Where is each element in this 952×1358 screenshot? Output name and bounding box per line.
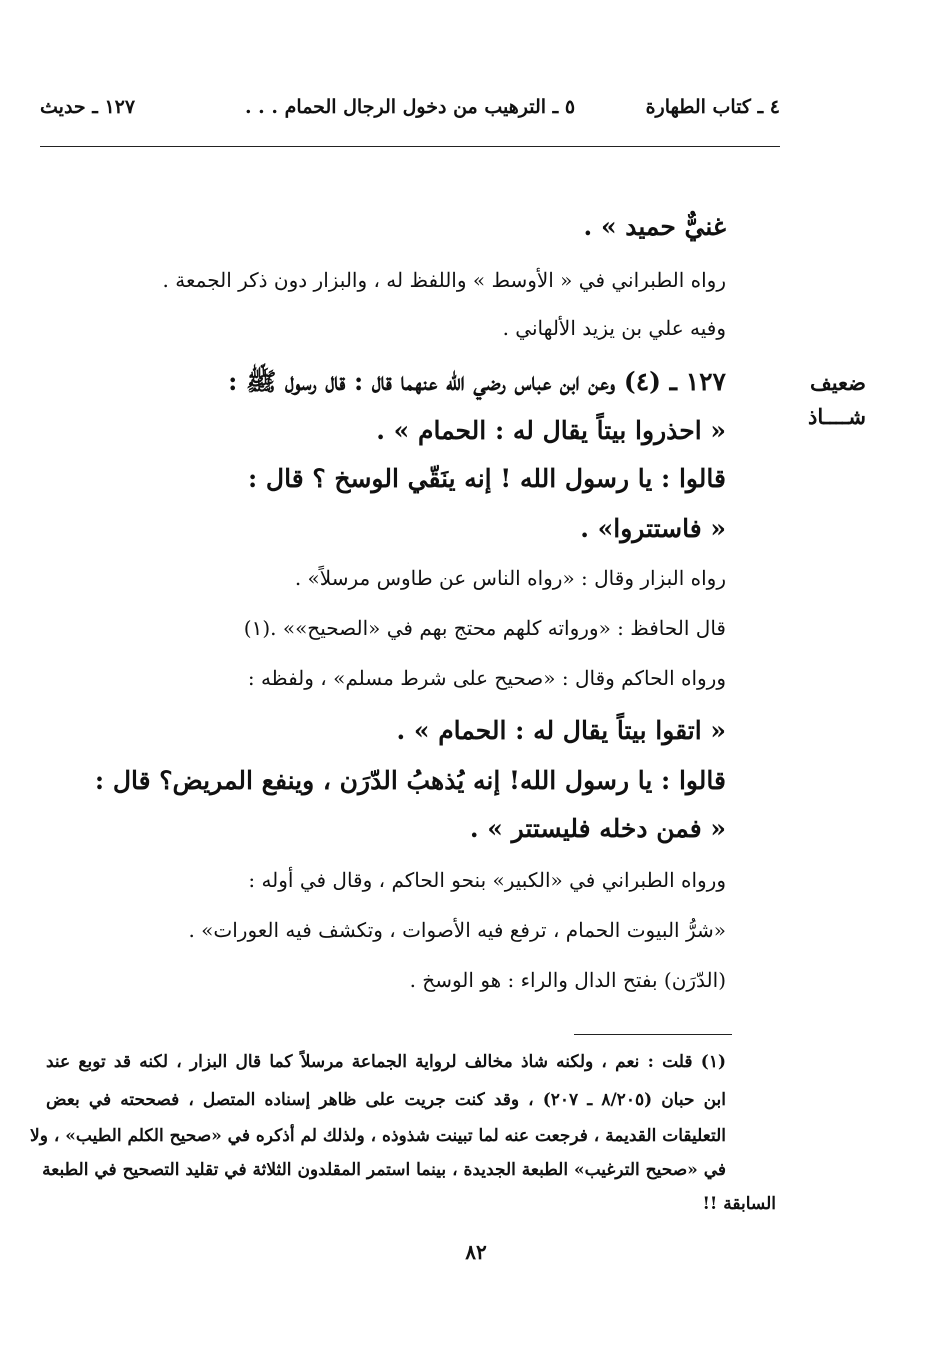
text-line: غنيٌّ حميد » . — [583, 212, 726, 241]
hadith-text-line: قالوا : يا رسول الله! إنه يُذهبُ الدّرَن ، وينفع المريض؟ قال : — [94, 766, 726, 795]
footnote-line: (١) قلت : نعم ، ولكنه شاذ مخالف لرواية الجماعة مرسلاً كما قال البزار ، لكنه قد توبع عند — [46, 1052, 726, 1072]
grade-label-shadh: شــــاذ — [808, 404, 866, 429]
footnote-line: في «صحيح الترغيب» الطبعة الجديدة ، بينما استمر المقلدون الثلاثة في تقليد التصحيح في الطبعة — [42, 1160, 726, 1180]
text-line: ورواه الطبراني في «الكبير» بنحو الحاكم ، وقال في أوله : — [248, 868, 726, 892]
footnote-line: ابن حبان (٨/٢٠٥ ـ ٢٠٧) ، وقد كنت جريت على ظاهر إسناده المتصل ، فصححته في بعض — [46, 1090, 726, 1110]
text-line: ورواه الحاكم وقال : «صحيح على شرط مسلم» ، ولفظه : — [247, 666, 726, 690]
running-header — [40, 96, 780, 128]
text-line: رواه البزار وقال : «رواه الناس عن طاوس مرسلاً» . — [294, 566, 726, 590]
hadith-text-line: « احذروا بيتاً يقال له : الحمام » . — [376, 416, 726, 445]
grade-label-daif: ضعيف — [809, 370, 866, 395]
text-line: وفيه علي بن يزيد الألهاني . — [502, 316, 726, 340]
hadith-text-line: قالوا : يا رسول الله ! إنه ينَقّي الوسخ ؟ قال : — [248, 464, 726, 493]
text-line: (الدّرَن) بفتح الدال والراء : هو الوسخ . — [409, 968, 726, 992]
text-line: قال الحافظ : «ورواته كلهم محتج بهم في «الصحيح»» .(١) — [243, 616, 726, 640]
text-line: رواه الطبراني في « الأوسط » واللفظ له ، والبزار دون ذكر الجمعة . — [162, 268, 726, 292]
hadith-number-line: ١٢٧ ـ (٤) وعن ابن عباس رضي الله عنهما قال : قال رسول ﷺ : — [228, 367, 726, 396]
hadith-text-line: « فاستتروا» . — [580, 514, 726, 543]
page-number: ٨٢ — [465, 1240, 487, 1264]
header-chapter-title: ٥ ـ الترهيب من دخول الرجال الحمام . . . — [244, 96, 576, 118]
footnote-line: السابقة !! — [702, 1194, 776, 1214]
footnote-line: التعليقات القديمة ، فرجعت عنه لما تبينت شذوذه ، ولذلك لم أذكره في «صحيح الكلم الطيب» ، ولا — [30, 1126, 726, 1146]
text-line: «شرُّ البيوت الحمام ، ترفع فيه الأصوات ، وتكشف فيه العورات» . — [188, 918, 726, 942]
header-hadith-range: ١٢٧ ـ حديث — [40, 96, 136, 118]
header-divider — [40, 146, 780, 147]
hadith-text-line: « فمن دخله فليستتر » . — [469, 814, 726, 843]
header-book-title: ٤ ـ كتاب الطهارة — [645, 96, 780, 118]
footnote-divider — [574, 1034, 732, 1035]
hadith-text-line: « اتقوا بيتاً يقال له : الحمام » . — [396, 716, 726, 745]
